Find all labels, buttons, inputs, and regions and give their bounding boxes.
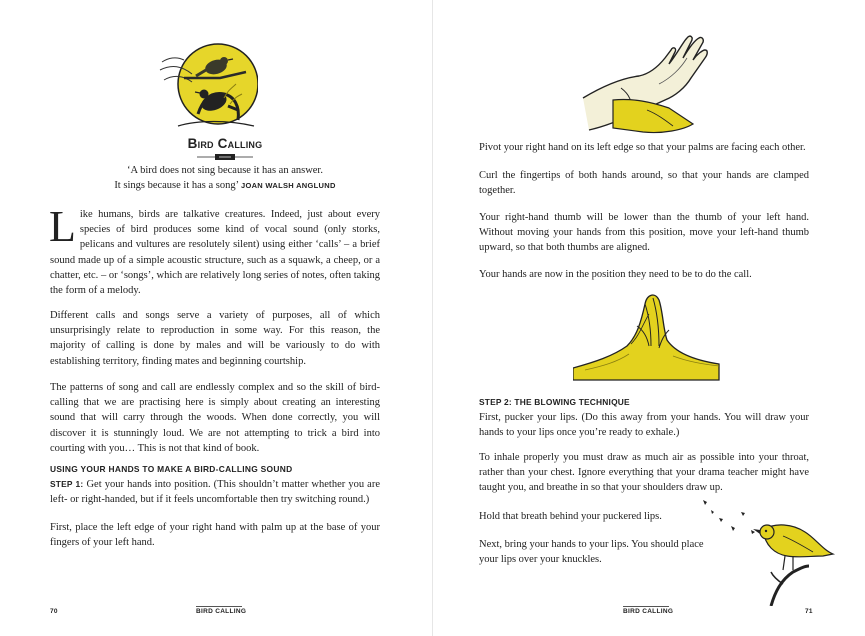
chapter-title: Bird Calling (187, 136, 263, 151)
page-number-right: 71 (805, 608, 813, 615)
singing-bird-illustration (701, 496, 851, 606)
epigraph-quote (60, 163, 390, 193)
hands-palm-up-illustration (573, 28, 723, 140)
quote-line-1: ‘A bird does not sing because it has an answer. (127, 165, 323, 176)
paragraph-pucker: First, pucker your lips. (Do this away from your hands. You will draw your hands to your lips once you’re ready to exhale.) (479, 412, 809, 439)
running-head-rule-right (623, 606, 669, 607)
paragraph-thumbs: Your right-hand thumb will be lower than the thumb of your left hand. Without moving your hands from this position, move your left-hand thumb upward, so that both thumbs are aligned. (479, 212, 809, 254)
paragraph-inhale: To inhale properly you must draw as much air as possible into your throat, rather than your chest. Ignore everything that your drama teacher might have taught you, and breathe in so that your shoulders draw up. (479, 452, 809, 494)
step1-text: Get your hands into position. (This shouldn’t matter whether you are left- or right-handed, but if it feels uncomfortable then try switching round.) (50, 479, 380, 506)
bring-hands-line-2: your lips over your knuckles. (479, 554, 602, 566)
step2-heading: STEP 2: THE BLOWING TECHNIQUE (479, 397, 630, 407)
clasped-hands-illustration (573, 286, 733, 382)
step2-section (479, 395, 809, 441)
quote-line-2: It sings because it has a song’ (114, 180, 239, 191)
paragraph-patterns: The patterns of song and call are endlessly complex and so the skill of bird-calling that we are practising here is simply about creating an interesting sound that will carry through the woods. When done correctly, you will discover it is stunningly loud. We are not attempting to trick a bird into courting with you… This is not that kind of book. (50, 382, 380, 454)
paragraph-pivot: Pivot your right hand on its left edge so that your palms are facing each other. (479, 142, 806, 153)
running-head-left: BIRD CALLING (196, 608, 247, 615)
paragraph-purposes: Different calls and songs serve a variety of purposes, all of which unsurprisingly relate to reproduction in some way. For this reason, the majority of calling is done by males and will be variously to do with establishing territory, finding mates and beginning courtship. (50, 310, 380, 367)
paragraph-curl: Curl the fingertips of both hands around, so that your hands are clamped together. (479, 170, 809, 197)
paragraph-hold-breath: Hold that breath behind your puckered lips. (479, 511, 662, 522)
title-ornament (197, 153, 253, 161)
paragraph-position: Your hands are now in the position they need to be to do the call. (479, 269, 752, 280)
intro-paragraph (49, 202, 380, 298)
running-head-rule (196, 606, 242, 607)
running-head-right: BIRD CALLING (623, 608, 674, 615)
page-number-left: 70 (50, 608, 58, 615)
right-page (433, 0, 865, 636)
step1-label: STEP 1: (50, 479, 84, 490)
left-page (0, 0, 432, 636)
bring-hands-line-1: Next, bring your hands to your lips. You should place (479, 539, 704, 550)
quote-author: JOAN WALSH ANGLUND (240, 181, 336, 190)
drop-cap: L (49, 202, 76, 251)
section-heading: USING YOUR HANDS TO MAKE A BIRD-CALLING SOUND (50, 464, 293, 474)
paragraph-first-place: First, place the left edge of your right hand with palm up at the base of your fingers of your left hand. (50, 522, 380, 549)
intro-text: ike humans, birds are talkative creatures. Indeed, just about every species of bird produces some kind of vocal sound (only storks, pelicans and vultures are resolutely silent) using either ‘calls’ – a brief sound made up of a simple acoustic structure, such as a squawk, a cheep, or a chatter, etc. – or ‘songs’, which are relatively long series of notes, often taking the form of a melody. (50, 209, 380, 297)
step1-section (50, 462, 380, 508)
bird-emblem-illustration (158, 34, 258, 136)
